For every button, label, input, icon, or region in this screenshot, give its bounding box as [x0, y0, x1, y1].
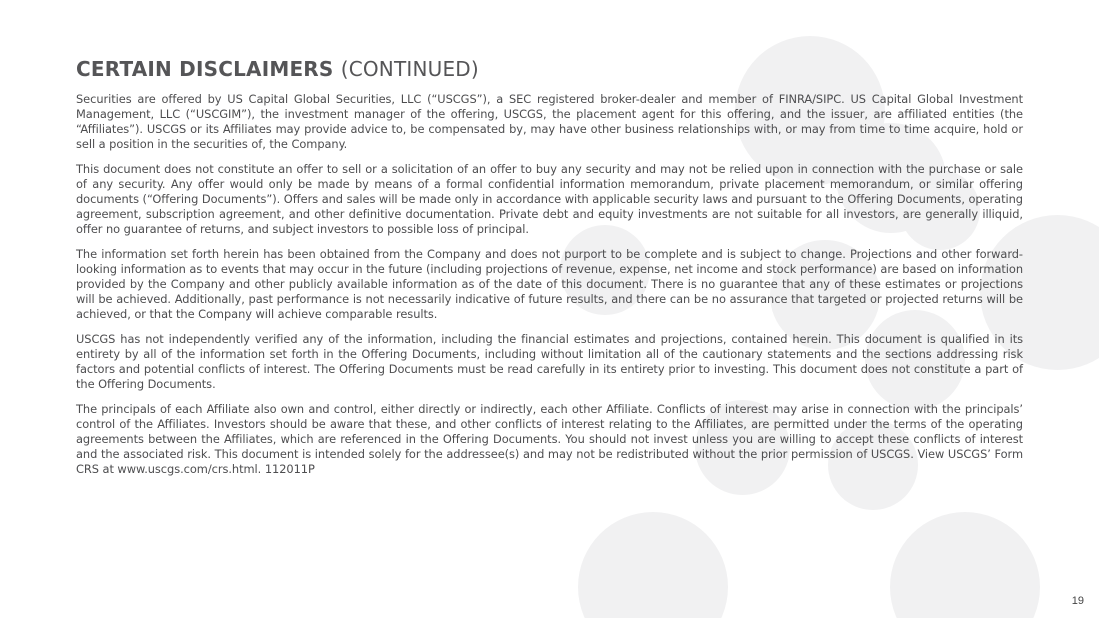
- title-main: CERTAIN DISCLAIMERS: [76, 57, 334, 81]
- decor-circle: [890, 512, 1040, 618]
- disclaimer-paragraph-5: The principals of each Affiliate also own and control, either directly or indirectly, each other Affiliate. Conflicts of interest may arise in connection with the principals’ control of the Affiliates. Investors should be aware that these, and other conflicts of interest relating to the Affiliates, are permitted under the terms of the operating agreements between the Affiliates, which are referenced in the Offering Documents. You should not invest unless you are willing to accept these conflicts of interest and the associated risk. This document is intended solely for the addressee(s) and may not be redistributed without the prior permission of USCGS. View USCGS’ Form CRS at www.uscgs.com/crs.html. 112011P: [76, 402, 1023, 476]
- disclaimer-content: [76, 56, 1023, 487]
- disclaimer-paragraph-1: Securities are offered by US Capital Global Securities, LLC (“USCGS”), a SEC registered broker-dealer and member of FINRA/SIPC. US Capital Global Investment Management, LLC (“USCGIM”), the investment manager of the offering, USCGS, the placement agent for this offering, and the issuer, are affiliated entities (the “Affiliates”). USCGS or its Affiliates may provide advice to, be compensated by, may have other business relationships with, or may from time to time acquire, hold or sell a position in the securities of, the Company.: [76, 92, 1023, 151]
- page-number: 19: [1071, 595, 1084, 607]
- disclaimer-paragraph-3: The information set forth herein has been obtained from the Company and does not purport to be complete and is subject to change. Projections and other forward-looking information as to events that may occur in the future (including projections of revenue, expense, net income and stock performance) are based on information provided by the Company and other publicly available information as of the date of this document. There is no guarantee that any of these estimates or projections will be achieved. Additionally, past performance is not necessarily indicative of future results, and there can be no assurance that targeted or projected returns will be achieved, or that the Company will achieve comparable results.: [76, 247, 1023, 321]
- title-suffix: (CONTINUED): [340, 57, 479, 81]
- disclaimer-paragraph-4: USCGS has not independently verified any of the information, including the financial estimates and projections, contained herein. This document is qualified in its entirety by all of the information set forth in the Offering Documents, including without limitation all of the cautionary statements and the sections addressing risk factors and potential conflicts of interest. The Offering Documents must be read carefully in its entirety prior to investing. This document does not constitute a part of the Offering Documents.: [76, 332, 1023, 391]
- disclaimer-paragraph-2: This document does not constitute an offer to sell or a solicitation of an offer to buy any security and may not be relied upon in connection with the purchase or sale of any security. Any offer would only be made by means of a formal confidential information memorandum, private placement memorandum, or similar offering documents (“Offering Documents”). Offers and sales will be made only in accordance with applicable security laws and pursuant to the Offering Documents, operating agreement, subscription agreement, and other definitive documentation. Private debt and equity investments are not suitable for all investors, are generally illiquid, offer no guarantee of returns, and subject investors to possible loss of principal.: [76, 162, 1023, 236]
- page-title: [76, 56, 1023, 82]
- decor-circle: [578, 512, 728, 618]
